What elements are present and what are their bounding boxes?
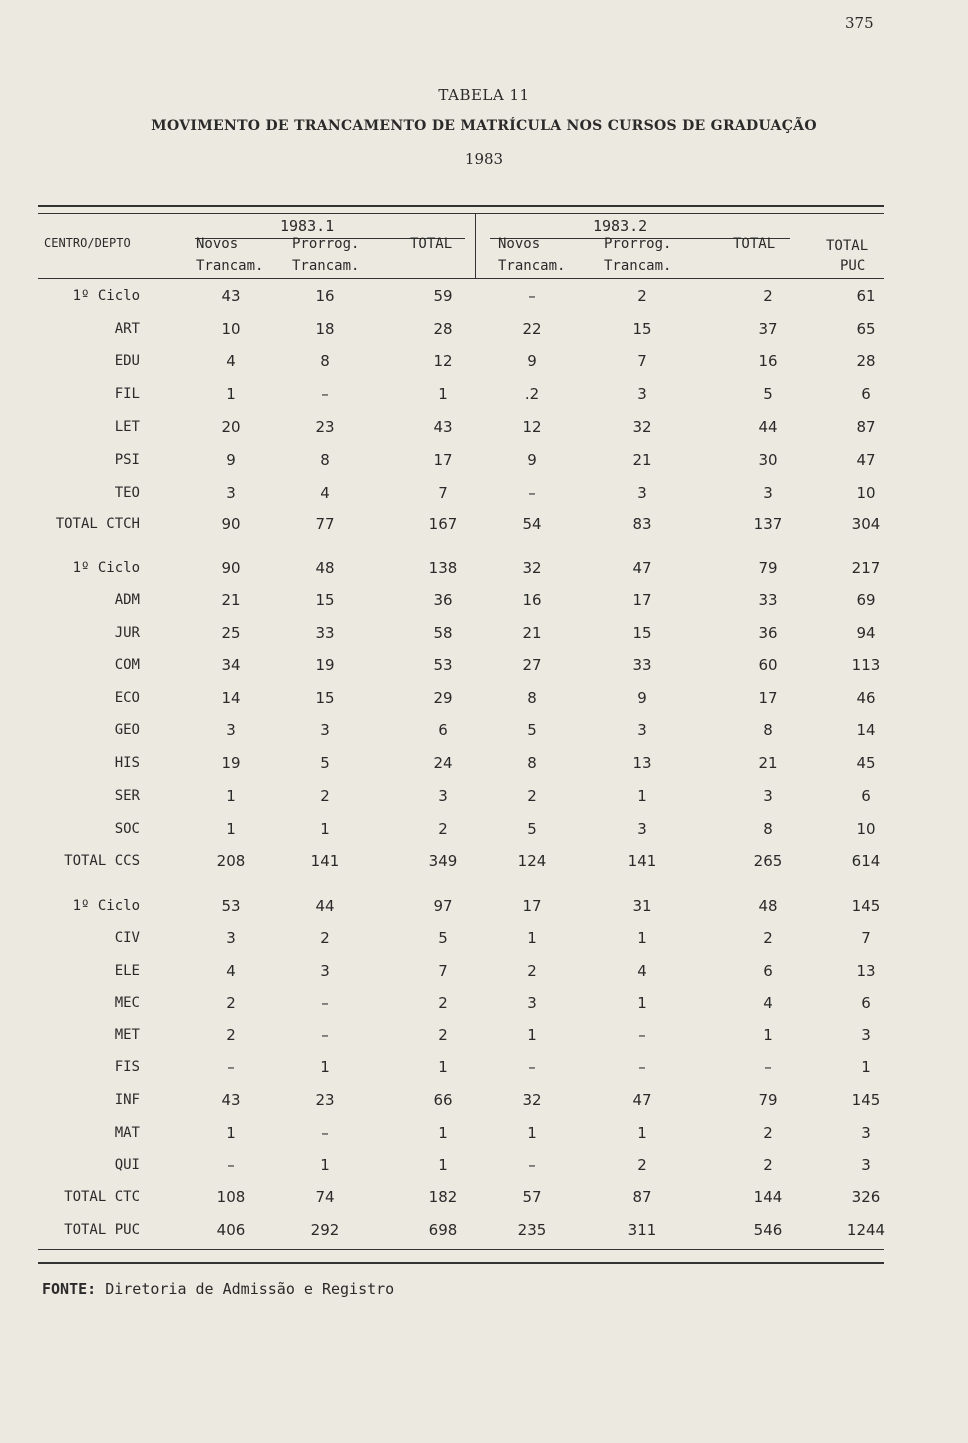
table-cell: 2 bbox=[637, 1156, 647, 1174]
table-cell: 21 bbox=[632, 451, 652, 469]
table-cell: 16 bbox=[758, 352, 778, 370]
table-cell: 406 bbox=[216, 1221, 246, 1239]
row-label: EDU bbox=[114, 353, 140, 369]
table-cell: 3 bbox=[763, 484, 773, 502]
table-cell: 8 bbox=[320, 352, 330, 370]
top-rule bbox=[38, 205, 884, 207]
header-trancam-1: Trancam. bbox=[196, 258, 264, 274]
table-cell: 614 bbox=[851, 852, 881, 870]
table-cell: 69 bbox=[856, 591, 876, 609]
table-cell: 108 bbox=[216, 1188, 246, 1206]
header-trancam-p1: Trancam. bbox=[292, 258, 360, 274]
table-cell: 7 bbox=[438, 484, 448, 502]
table-cell: 25 bbox=[221, 624, 241, 642]
table-cell: – bbox=[321, 1026, 329, 1044]
table-cell: 3 bbox=[320, 721, 330, 739]
row-label: TEO bbox=[114, 485, 140, 501]
row-label: CIV bbox=[114, 930, 140, 946]
table-cell: 90 bbox=[221, 559, 241, 577]
table-cell: – bbox=[638, 1026, 646, 1044]
header-prorrog-1: Prorrog. bbox=[292, 236, 360, 252]
table-cell: .2 bbox=[524, 385, 540, 403]
table-cell: 17 bbox=[758, 689, 778, 707]
table-cell: 2 bbox=[438, 994, 448, 1012]
row-label: ADM bbox=[114, 592, 140, 608]
table-cell: 43 bbox=[221, 1091, 241, 1109]
table-cell: 17 bbox=[433, 451, 453, 469]
table-cell: 10 bbox=[856, 484, 876, 502]
row-label: HIS bbox=[114, 755, 140, 771]
table-cell: 2 bbox=[763, 1124, 773, 1142]
table-cell: 124 bbox=[517, 852, 547, 870]
table-cell: 34 bbox=[221, 656, 241, 674]
table-cell: 311 bbox=[627, 1221, 657, 1239]
table-cell: 2 bbox=[438, 820, 448, 838]
row-label: COM bbox=[114, 657, 140, 673]
table-cell: 10 bbox=[221, 320, 241, 338]
table-cell: 141 bbox=[310, 852, 340, 870]
table-cell: 10 bbox=[856, 820, 876, 838]
table-cell: 7 bbox=[438, 962, 448, 980]
row-label: PSI bbox=[114, 452, 140, 468]
table-cell: 1 bbox=[763, 1026, 773, 1044]
table-cell: 1 bbox=[226, 820, 236, 838]
table-cell: 2 bbox=[763, 1156, 773, 1174]
table-cell: 14 bbox=[856, 721, 876, 739]
table-cell: 53 bbox=[221, 897, 241, 915]
row-label: LET bbox=[114, 419, 140, 435]
row-label: TOTAL CTC bbox=[64, 1189, 140, 1205]
table-cell: 9 bbox=[527, 352, 537, 370]
table-cell: 12 bbox=[522, 418, 542, 436]
table-cell: 16 bbox=[522, 591, 542, 609]
table-cell: 3 bbox=[637, 820, 647, 838]
table-cell: 3 bbox=[637, 484, 647, 502]
table-cell: 2 bbox=[763, 287, 773, 305]
table-cell: – bbox=[638, 1058, 646, 1076]
row-label: TOTAL PUC bbox=[64, 1222, 140, 1238]
table-cell: 79 bbox=[758, 559, 778, 577]
table-cell: 54 bbox=[522, 515, 542, 533]
table-cell: 217 bbox=[851, 559, 881, 577]
table-cell: – bbox=[528, 1058, 536, 1076]
table-cell: 14 bbox=[221, 689, 241, 707]
table-cell: 60 bbox=[758, 656, 778, 674]
row-label: QUI bbox=[114, 1157, 140, 1173]
table-cell: – bbox=[528, 1156, 536, 1174]
table-cell: 6 bbox=[861, 385, 871, 403]
table-cell: 16 bbox=[315, 287, 335, 305]
table-cell: 79 bbox=[758, 1091, 778, 1109]
table-cell: 5 bbox=[527, 820, 537, 838]
header-bottom-rule bbox=[38, 278, 884, 279]
row-label: GEO bbox=[114, 722, 140, 738]
table-cell: 1 bbox=[438, 1124, 448, 1142]
table-cell: 3 bbox=[637, 385, 647, 403]
table-cell: 23 bbox=[315, 1091, 335, 1109]
table-cell: 1 bbox=[438, 1058, 448, 1076]
table-cell: 546 bbox=[753, 1221, 783, 1239]
table-cell: 15 bbox=[315, 591, 335, 609]
table-cell: 59 bbox=[433, 287, 453, 305]
table-cell: 28 bbox=[856, 352, 876, 370]
header-period-2: 1983.2 bbox=[593, 217, 648, 235]
table-cell: 1 bbox=[226, 385, 236, 403]
header-prorrog-2: Prorrog. bbox=[604, 236, 672, 252]
table-cell: 113 bbox=[851, 656, 881, 674]
table-cell: 17 bbox=[522, 897, 542, 915]
table-cell: 3 bbox=[637, 721, 647, 739]
table-cell: 326 bbox=[851, 1188, 881, 1206]
table-cell: 698 bbox=[428, 1221, 458, 1239]
row-label: MAT bbox=[114, 1125, 140, 1141]
table-cell: 138 bbox=[428, 559, 458, 577]
table-cell: 1244 bbox=[846, 1221, 886, 1239]
table-cell: 33 bbox=[632, 656, 652, 674]
top-rule-2 bbox=[38, 213, 884, 214]
table-cell: 1 bbox=[637, 929, 647, 947]
table-cell: 44 bbox=[758, 418, 778, 436]
table-cell: 32 bbox=[632, 418, 652, 436]
table-cell: 22 bbox=[522, 320, 542, 338]
header-trancam-p2: Trancam. bbox=[604, 258, 672, 274]
table-cell: 9 bbox=[637, 689, 647, 707]
table-cell: 83 bbox=[632, 515, 652, 533]
table-cell: 32 bbox=[522, 559, 542, 577]
table-cell: 2 bbox=[527, 962, 537, 980]
table-cell: 182 bbox=[428, 1188, 458, 1206]
table-cell: 304 bbox=[851, 515, 881, 533]
table-cell: 2 bbox=[763, 929, 773, 947]
row-label: ELE bbox=[114, 963, 140, 979]
table-cell: 32 bbox=[522, 1091, 542, 1109]
table-cell: 1 bbox=[637, 1124, 647, 1142]
table-cell: 90 bbox=[221, 515, 241, 533]
row-label: INF bbox=[114, 1092, 140, 1108]
header-novos-1: Novos bbox=[196, 236, 239, 252]
table-cell: 6 bbox=[861, 787, 871, 805]
table-cell: 137 bbox=[753, 515, 783, 533]
row-label: TOTAL CTCH bbox=[55, 516, 140, 532]
table-year: 1983 bbox=[464, 150, 504, 168]
table-cell: 47 bbox=[632, 559, 652, 577]
table-cell: 4 bbox=[226, 352, 236, 370]
table-cell: 349 bbox=[428, 852, 458, 870]
row-label: 1º Ciclo bbox=[72, 288, 140, 304]
header-centro-depto: CENTRO/DEPTO bbox=[44, 236, 131, 250]
table-cell: 36 bbox=[433, 591, 453, 609]
table-cell: 46 bbox=[856, 689, 876, 707]
table-cell: 13 bbox=[856, 962, 876, 980]
table-cell: 167 bbox=[428, 515, 458, 533]
table-subtitle: MOVIMENTO DE TRANCAMENTO DE MATRÍCULA NOS CURSOS DE GRADUAÇÃO bbox=[151, 118, 817, 134]
table-cell: 1 bbox=[527, 1124, 537, 1142]
table-cell: 23 bbox=[315, 418, 335, 436]
row-label: FIL bbox=[114, 386, 140, 402]
table-cell: 48 bbox=[315, 559, 335, 577]
header-period-1: 1983.1 bbox=[280, 217, 335, 235]
table-cell: 4 bbox=[763, 994, 773, 1012]
table-cell: 5 bbox=[527, 721, 537, 739]
table-cell: – bbox=[528, 287, 536, 305]
table-cell: 3 bbox=[861, 1156, 871, 1174]
table-cell: 37 bbox=[758, 320, 778, 338]
row-label: FIS bbox=[114, 1059, 140, 1075]
table-cell: 2 bbox=[226, 994, 236, 1012]
table-cell: 77 bbox=[315, 515, 335, 533]
table-cell: 31 bbox=[632, 897, 652, 915]
table-cell: 33 bbox=[315, 624, 335, 642]
table-cell: 27 bbox=[522, 656, 542, 674]
table-cell: – bbox=[764, 1058, 772, 1076]
table-cell: 74 bbox=[315, 1188, 335, 1206]
row-label: MET bbox=[114, 1027, 140, 1043]
table-cell: – bbox=[528, 484, 536, 502]
table-cell: 4 bbox=[226, 962, 236, 980]
header-total-2: TOTAL bbox=[733, 236, 776, 252]
header-novos-2: Novos bbox=[498, 236, 541, 252]
row-label: SER bbox=[114, 788, 140, 804]
source-note bbox=[42, 1280, 394, 1298]
table-cell: 12 bbox=[433, 352, 453, 370]
table-title: TABELA 11 bbox=[438, 86, 530, 104]
table-cell: 87 bbox=[856, 418, 876, 436]
table-cell: 265 bbox=[753, 852, 783, 870]
table-cell: 2 bbox=[320, 929, 330, 947]
page-number: 375 bbox=[845, 14, 874, 32]
table-cell: 8 bbox=[320, 451, 330, 469]
table-cell: 8 bbox=[527, 754, 537, 772]
table-cell: 1 bbox=[637, 994, 647, 1012]
table-cell: 7 bbox=[861, 929, 871, 947]
table-cell: 53 bbox=[433, 656, 453, 674]
table-cell: 33 bbox=[758, 591, 778, 609]
table-cell: 5 bbox=[320, 754, 330, 772]
table-cell: 144 bbox=[753, 1188, 783, 1206]
table-cell: 65 bbox=[856, 320, 876, 338]
header-divider bbox=[475, 213, 476, 278]
table-cell: 7 bbox=[637, 352, 647, 370]
table-cell: 5 bbox=[438, 929, 448, 947]
table-cell: 61 bbox=[856, 287, 876, 305]
table-cell: 21 bbox=[522, 624, 542, 642]
table-cell: 18 bbox=[315, 320, 335, 338]
table-cell: – bbox=[227, 1156, 235, 1174]
table-cell: 4 bbox=[637, 962, 647, 980]
table-cell: 3 bbox=[320, 962, 330, 980]
table-cell: 44 bbox=[315, 897, 335, 915]
table-cell: 1 bbox=[320, 1058, 330, 1076]
table-cell: 8 bbox=[527, 689, 537, 707]
table-cell: 141 bbox=[627, 852, 657, 870]
table-cell: 36 bbox=[758, 624, 778, 642]
table-cell: 87 bbox=[632, 1188, 652, 1206]
table-cell: 9 bbox=[226, 451, 236, 469]
table-cell: 47 bbox=[632, 1091, 652, 1109]
table-cell: – bbox=[321, 994, 329, 1012]
table-cell: 15 bbox=[315, 689, 335, 707]
row-label: ECO bbox=[114, 690, 140, 706]
table-cell: 97 bbox=[433, 897, 453, 915]
table-cell: 3 bbox=[226, 484, 236, 502]
table-cell: 1 bbox=[226, 787, 236, 805]
table-cell: 24 bbox=[433, 754, 453, 772]
table-cell: 3 bbox=[226, 721, 236, 739]
table-cell: 3 bbox=[527, 994, 537, 1012]
table-cell: 13 bbox=[632, 754, 652, 772]
table-cell: 2 bbox=[320, 787, 330, 805]
table-cell: 2 bbox=[637, 287, 647, 305]
source-label: FONTE: bbox=[42, 1280, 97, 1298]
table-cell: 1 bbox=[861, 1058, 871, 1076]
table-cell: 19 bbox=[315, 656, 335, 674]
table-cell: 58 bbox=[433, 624, 453, 642]
table-cell: 2 bbox=[226, 1026, 236, 1044]
table-cell: 3 bbox=[763, 787, 773, 805]
row-label: 1º Ciclo bbox=[72, 898, 140, 914]
table-cell: 4 bbox=[320, 484, 330, 502]
row-label: TOTAL CCS bbox=[64, 853, 140, 869]
table-cell: 1 bbox=[527, 929, 537, 947]
table-cell: 57 bbox=[522, 1188, 542, 1206]
table-cell: 45 bbox=[856, 754, 876, 772]
source-text: Diretoria de Admissão e Registro bbox=[105, 1280, 395, 1298]
table-cell: 145 bbox=[851, 1091, 881, 1109]
table-cell: 292 bbox=[310, 1221, 340, 1239]
table-cell: 6 bbox=[438, 721, 448, 739]
table-cell: 1 bbox=[438, 1156, 448, 1174]
table-cell: 15 bbox=[632, 320, 652, 338]
table-cell: 30 bbox=[758, 451, 778, 469]
table-cell: 6 bbox=[763, 962, 773, 980]
table-cell: 43 bbox=[433, 418, 453, 436]
table-cell: 2 bbox=[527, 787, 537, 805]
table-cell: – bbox=[321, 1124, 329, 1142]
table-cell: 8 bbox=[763, 820, 773, 838]
table-cell: – bbox=[321, 385, 329, 403]
table-cell: 21 bbox=[221, 591, 241, 609]
table-cell: 28 bbox=[433, 320, 453, 338]
table-cell: 1 bbox=[438, 385, 448, 403]
table-cell: 29 bbox=[433, 689, 453, 707]
table-cell: 1 bbox=[637, 787, 647, 805]
table-cell: 208 bbox=[216, 852, 246, 870]
table-cell: 17 bbox=[632, 591, 652, 609]
table-cell: 235 bbox=[517, 1221, 547, 1239]
row-label: 1º Ciclo bbox=[72, 560, 140, 576]
header-trancam-2: Trancam. bbox=[498, 258, 566, 274]
table-cell: 9 bbox=[527, 451, 537, 469]
table-cell: 15 bbox=[632, 624, 652, 642]
table-cell: 19 bbox=[221, 754, 241, 772]
table-cell: 3 bbox=[226, 929, 236, 947]
row-label: SOC bbox=[114, 821, 140, 837]
bottom-rule-2 bbox=[38, 1262, 884, 1264]
table-cell: 20 bbox=[221, 418, 241, 436]
table-cell: 5 bbox=[763, 385, 773, 403]
table-cell: 1 bbox=[320, 1156, 330, 1174]
table-cell: 66 bbox=[433, 1091, 453, 1109]
table-cell: 48 bbox=[758, 897, 778, 915]
table-cell: 3 bbox=[438, 787, 448, 805]
table-cell: 3 bbox=[861, 1124, 871, 1142]
row-label: ART bbox=[114, 321, 140, 337]
header-total-1: TOTAL bbox=[410, 236, 453, 252]
table-cell: 145 bbox=[851, 897, 881, 915]
bottom-rule bbox=[38, 1249, 884, 1250]
table-cell: – bbox=[227, 1058, 235, 1076]
table-cell: 1 bbox=[527, 1026, 537, 1044]
row-label: MEC bbox=[114, 995, 140, 1011]
table-cell: 21 bbox=[758, 754, 778, 772]
table-cell: 1 bbox=[320, 820, 330, 838]
header-total-puc-1: TOTAL bbox=[826, 238, 869, 254]
table-cell: 2 bbox=[438, 1026, 448, 1044]
header-total-puc-2: PUC bbox=[840, 258, 866, 274]
table-cell: 47 bbox=[856, 451, 876, 469]
row-label: JUR bbox=[114, 625, 140, 641]
table-cell: 3 bbox=[861, 1026, 871, 1044]
table-cell: 1 bbox=[226, 1124, 236, 1142]
table-cell: 43 bbox=[221, 287, 241, 305]
table-cell: 8 bbox=[763, 721, 773, 739]
table-cell: 94 bbox=[856, 624, 876, 642]
table-cell: 6 bbox=[861, 994, 871, 1012]
